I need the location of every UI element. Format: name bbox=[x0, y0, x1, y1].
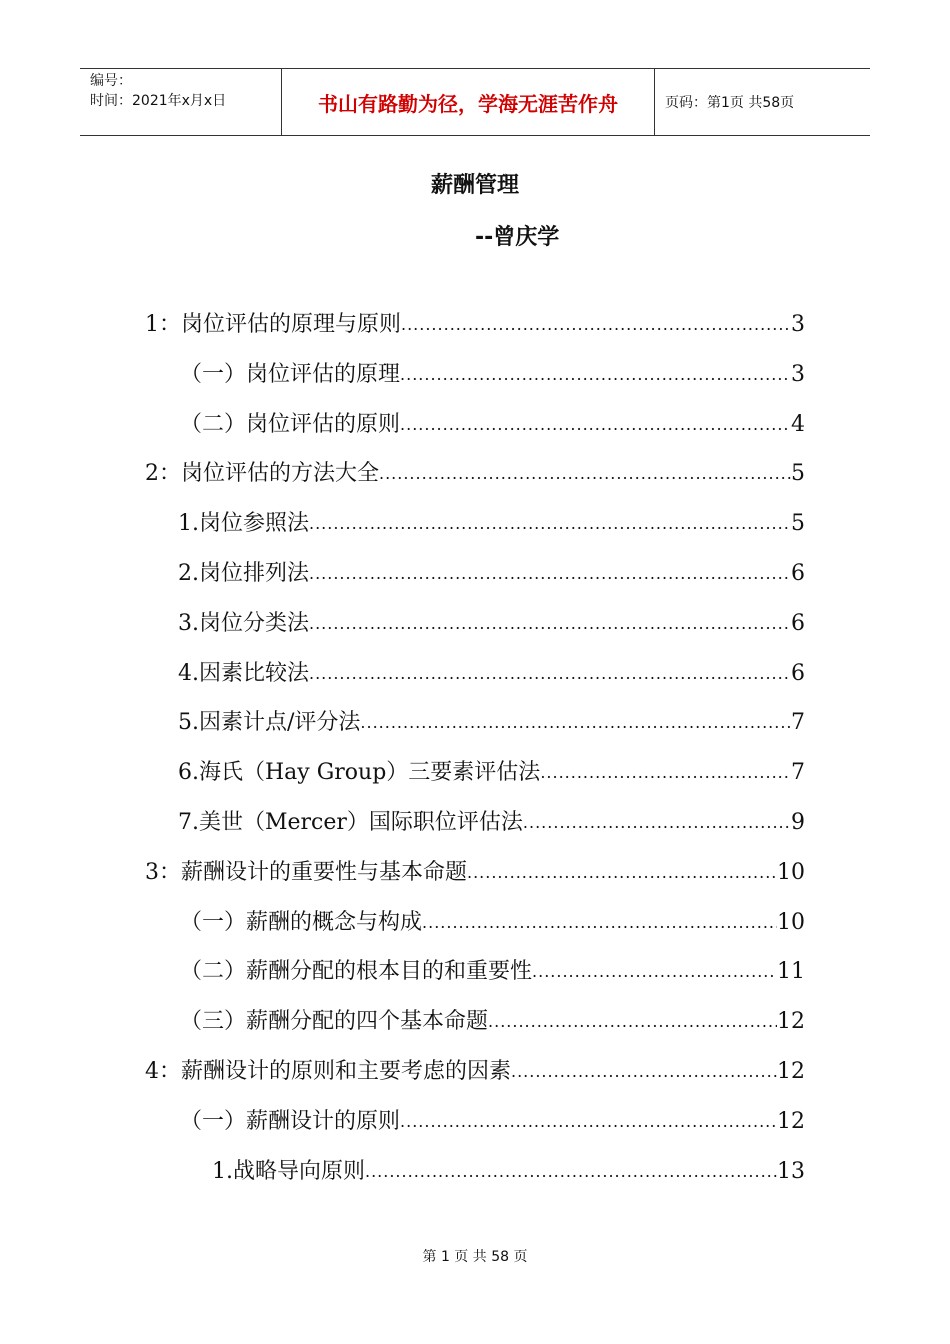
toc-entry-page: 6 bbox=[791, 610, 805, 636]
toc-entry[interactable] bbox=[178, 659, 805, 689]
header-meta bbox=[80, 69, 282, 135]
toc-entry-title: 5.因素计点/评分法 bbox=[178, 710, 361, 736]
toc-entry[interactable] bbox=[180, 1007, 805, 1037]
toc-entry-page: 5 bbox=[791, 461, 805, 487]
toc-entry-title: 2：岗位评估的方法大全 bbox=[145, 461, 379, 487]
toc-entry[interactable] bbox=[180, 360, 805, 390]
toc-leader-dots bbox=[523, 808, 791, 838]
toc-entry-page: 6 bbox=[791, 660, 805, 686]
toc-entry-title: 6.海氏（Hay Group）三要素评估法 bbox=[178, 760, 541, 786]
toc-leader-dots bbox=[360, 708, 791, 738]
toc-entry[interactable] bbox=[145, 858, 805, 888]
toc-leader-dots bbox=[511, 1057, 777, 1087]
toc-entry[interactable] bbox=[178, 808, 805, 838]
document-author: --曾庆学 bbox=[475, 225, 560, 250]
toc-entry[interactable] bbox=[212, 1157, 805, 1187]
toc-entry-title: 1.战略导向原则 bbox=[212, 1158, 365, 1184]
toc-entry-page: 4 bbox=[791, 411, 805, 437]
toc-entry-page: 6 bbox=[791, 561, 805, 586]
toc-leader-dots bbox=[422, 908, 777, 938]
toc-entry[interactable] bbox=[180, 410, 805, 440]
toc-leader-dots bbox=[309, 509, 791, 539]
toc-entry[interactable] bbox=[178, 758, 805, 788]
header-page-info: 页码：第1页 共58页 bbox=[665, 95, 795, 111]
toc-entry-page: 3 bbox=[791, 312, 805, 337]
toc-entry-page: 7 bbox=[791, 760, 805, 786]
toc-entry-title: （二）薪酬分配的根本目的和重要性 bbox=[180, 959, 533, 985]
toc-leader-dots bbox=[532, 957, 777, 987]
toc-leader-dots bbox=[365, 1157, 777, 1187]
toc-leader-dots bbox=[379, 459, 791, 489]
toc-entry[interactable] bbox=[178, 559, 805, 589]
toc-entry-page: 3 bbox=[791, 361, 805, 387]
toc-entry-page: 13 bbox=[777, 1158, 805, 1184]
toc-entry-page: 7 bbox=[791, 710, 805, 736]
toc-entry-title: 1：岗位评估的原理与原则 bbox=[145, 312, 401, 337]
toc-entry-title: 2.岗位排列法 bbox=[178, 561, 309, 586]
toc-leader-dots bbox=[400, 360, 791, 390]
toc-entry-page: 12 bbox=[777, 1059, 805, 1084]
number-label: 编号： bbox=[90, 73, 132, 89]
toc-entry-page: 12 bbox=[777, 1009, 805, 1035]
toc-entry[interactable] bbox=[178, 509, 805, 539]
toc-entry-title: （三）薪酬分配的四个基本命题 bbox=[180, 1009, 489, 1035]
toc-entry-title: 4：薪酬设计的原则和主要考虑的因素 bbox=[145, 1059, 511, 1084]
toc-entry[interactable] bbox=[180, 957, 805, 987]
header-motto: 书山有路勤为径，学海无涯苦作舟 bbox=[282, 69, 655, 135]
toc-entry-title: 3：薪酬设计的重要性与基本命题 bbox=[145, 859, 467, 885]
toc-leader-dots bbox=[467, 858, 777, 888]
toc-entry[interactable] bbox=[178, 609, 805, 639]
toc-entry-title: 7.美世（Mercer）国际职位评估法 bbox=[178, 810, 523, 835]
toc-entry[interactable] bbox=[178, 708, 805, 738]
toc-leader-dots bbox=[488, 1007, 777, 1037]
toc-leader-dots bbox=[401, 310, 791, 340]
toc-entry-page: 11 bbox=[777, 959, 805, 985]
toc-entry[interactable] bbox=[145, 310, 805, 340]
toc-entry-title: （一）薪酬设计的原则 bbox=[180, 1108, 401, 1134]
toc-leader-dots bbox=[309, 609, 791, 639]
toc-entry-title: 1.岗位参照法 bbox=[178, 511, 309, 537]
toc-entry-page: 12 bbox=[777, 1108, 805, 1134]
toc-entry-title: 3.岗位分类法 bbox=[178, 610, 309, 636]
toc-entry-title: （一）薪酬的概念与构成 bbox=[180, 909, 423, 935]
toc-entry-title: （一）岗位评估的原理 bbox=[180, 361, 401, 387]
toc-leader-dots bbox=[400, 1107, 777, 1137]
toc-leader-dots bbox=[540, 758, 791, 788]
toc-entry-title: （二）岗位评估的原则 bbox=[180, 411, 401, 437]
toc-entry[interactable] bbox=[145, 1057, 805, 1087]
toc-leader-dots bbox=[400, 410, 791, 440]
toc-entry-page: 9 bbox=[791, 810, 805, 835]
toc-entry[interactable] bbox=[180, 1107, 805, 1137]
toc-entry-title: 4.因素比较法 bbox=[178, 660, 309, 686]
toc-entry[interactable] bbox=[145, 459, 805, 489]
toc-entry-page: 10 bbox=[777, 909, 805, 935]
header-table bbox=[80, 68, 870, 136]
toc-entry-page: 10 bbox=[777, 859, 805, 885]
toc-entry-page: 5 bbox=[791, 511, 805, 537]
toc-entry[interactable] bbox=[180, 908, 805, 938]
toc-leader-dots bbox=[309, 559, 791, 589]
time-label: 时间：2021年x月x日 bbox=[90, 93, 227, 109]
page-footer: 第 1 页 共 58 页 bbox=[422, 1249, 528, 1265]
toc-leader-dots bbox=[309, 659, 791, 689]
document-title: 薪酬管理 bbox=[430, 173, 519, 198]
